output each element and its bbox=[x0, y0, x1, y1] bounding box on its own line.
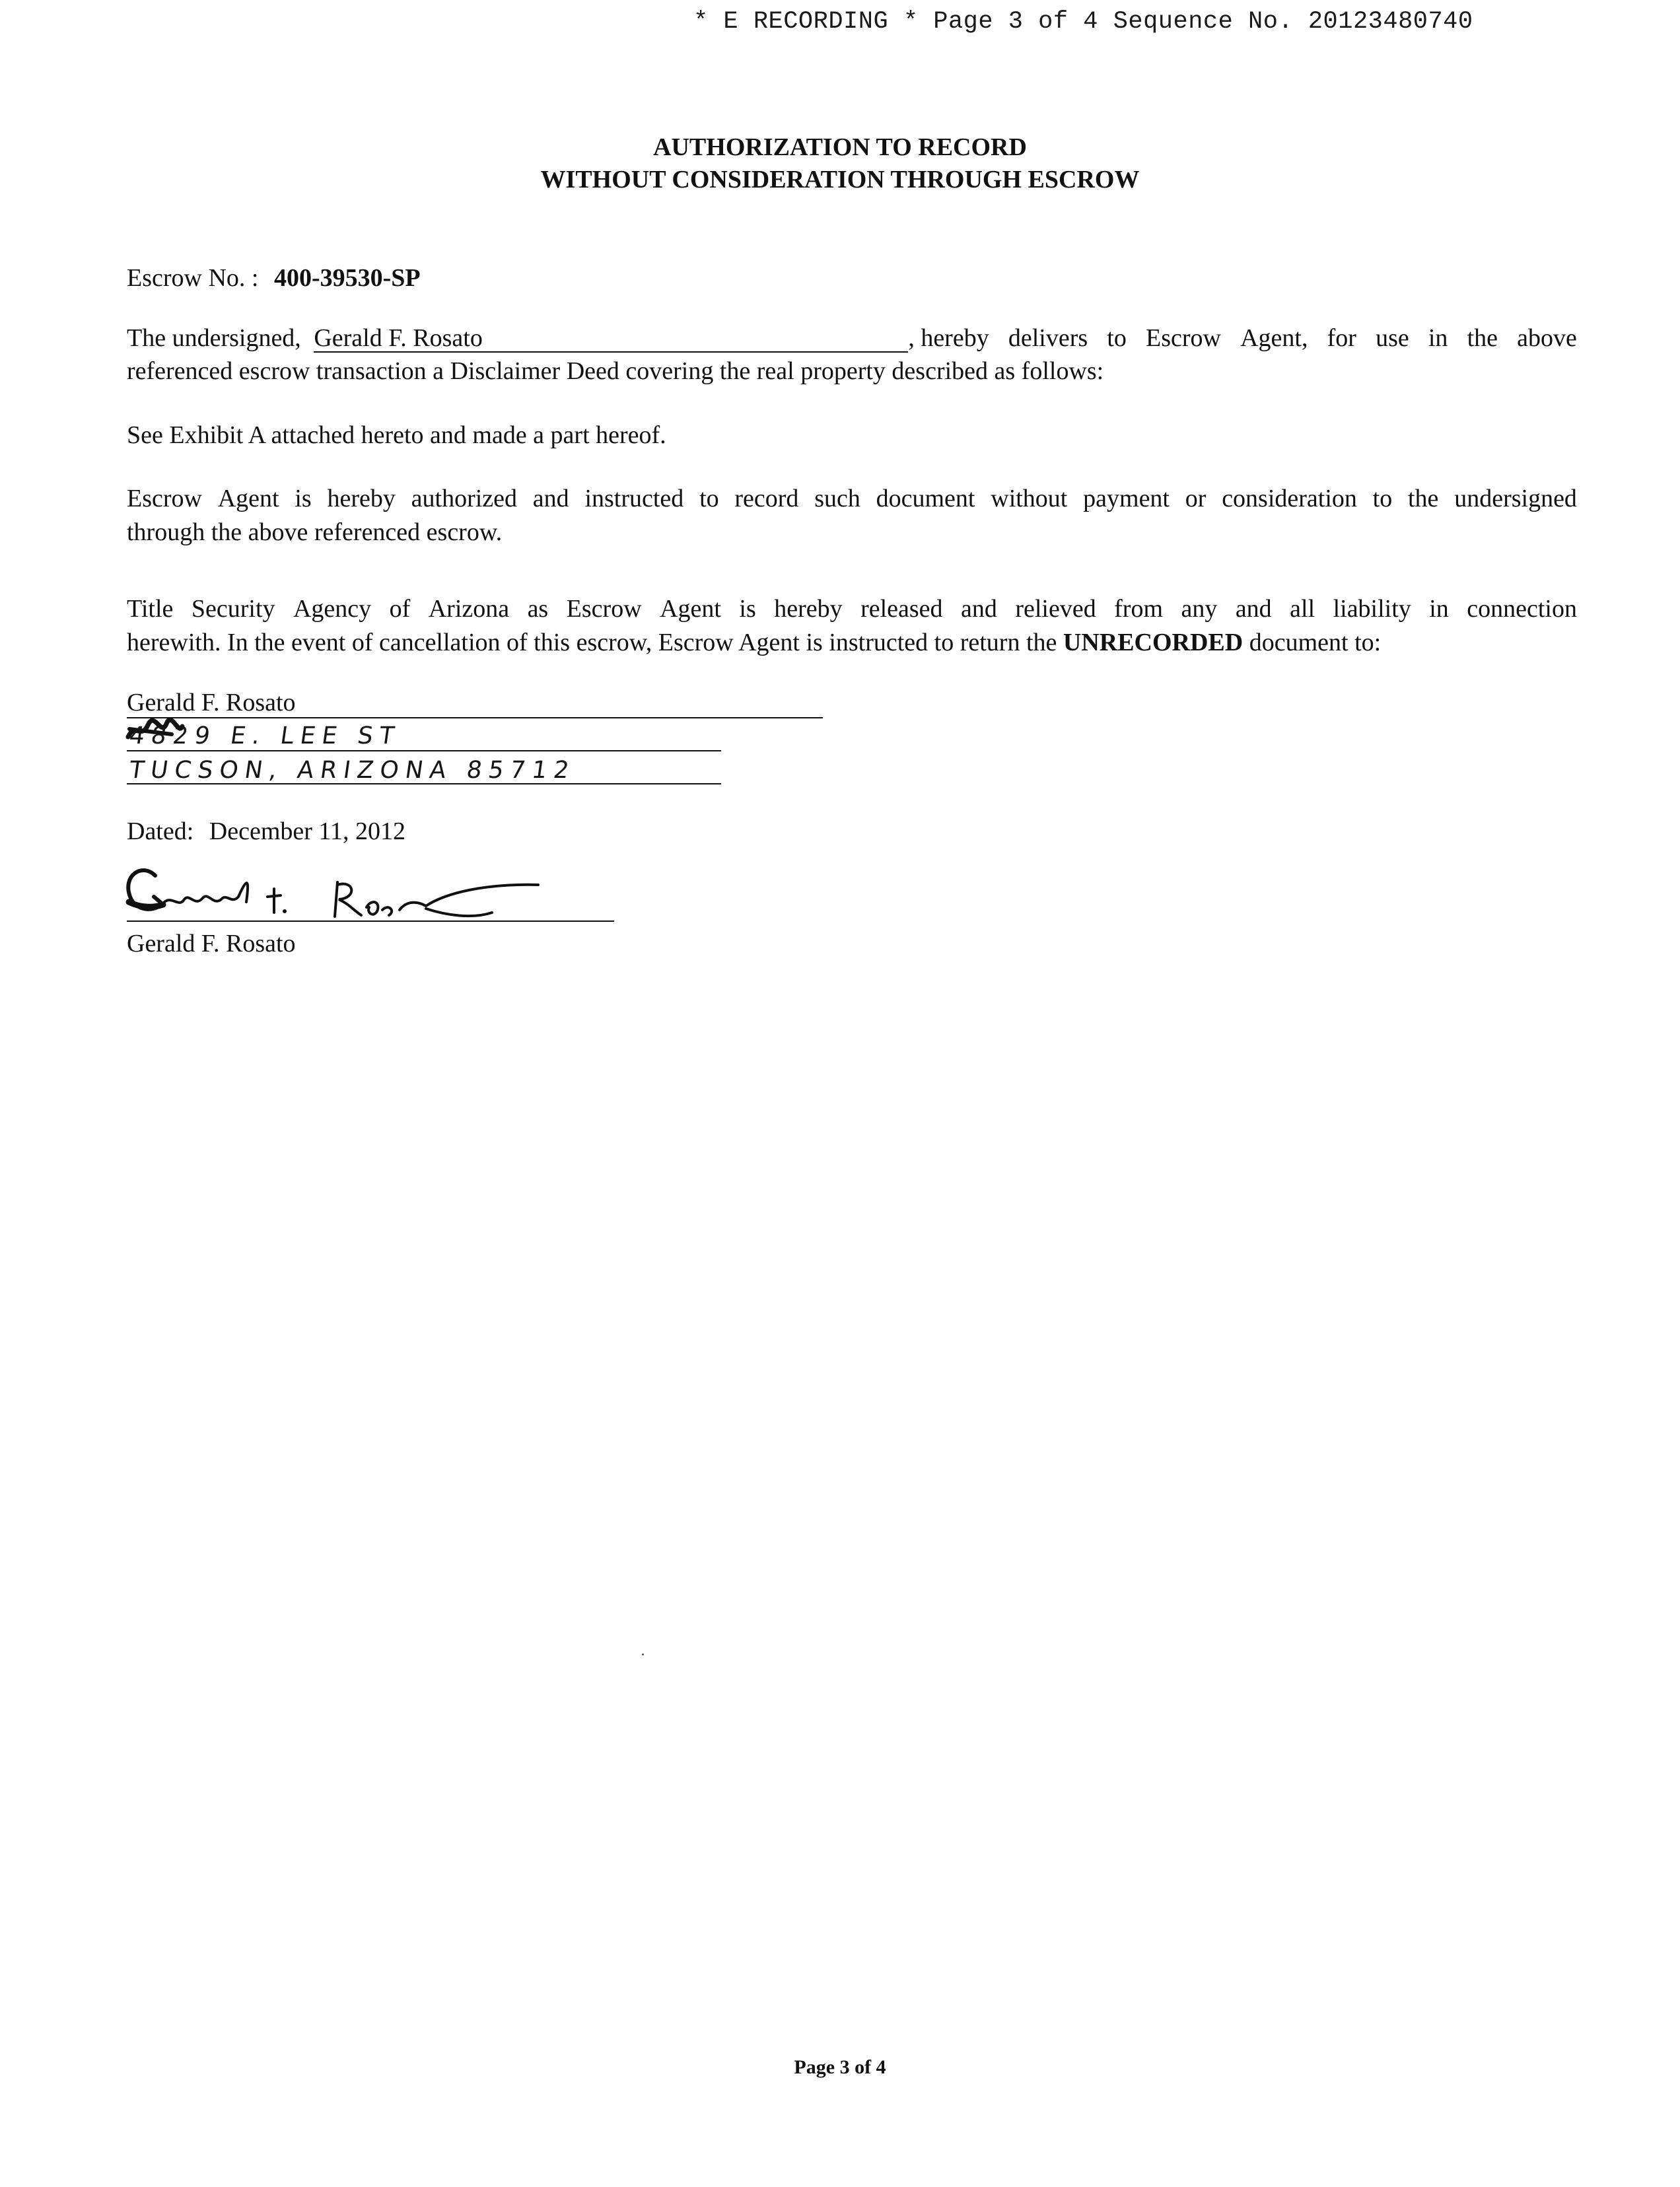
undersigned-word: in bbox=[1428, 324, 1448, 352]
escrow-number-row bbox=[127, 261, 421, 295]
word: Title bbox=[127, 595, 174, 623]
word: undersigned bbox=[1454, 485, 1577, 512]
undersigned-word: Escrow bbox=[1145, 324, 1221, 352]
word: released bbox=[860, 595, 943, 623]
word: to bbox=[1372, 485, 1393, 512]
word: hereby bbox=[774, 595, 843, 623]
word: Security bbox=[191, 595, 275, 623]
word: instructed bbox=[584, 485, 684, 512]
dated-label: Dated: bbox=[127, 817, 194, 845]
word: Agent bbox=[217, 485, 279, 512]
undersigned-prefix: The undersigned, bbox=[127, 324, 301, 352]
release-line-2-suffix: document to: bbox=[1249, 629, 1382, 656]
handwritten-address-line-1: 4829 E. LEE ST bbox=[127, 722, 403, 749]
undersigned-word: use bbox=[1376, 324, 1409, 352]
word: without bbox=[991, 485, 1068, 512]
word: of bbox=[389, 595, 411, 623]
word: from bbox=[1114, 595, 1164, 623]
word: and bbox=[1235, 595, 1272, 623]
undersigned-word: for bbox=[1327, 324, 1356, 352]
handwritten-signature bbox=[116, 856, 565, 928]
release-line-2-text: herewith. In the event of cancellation of this escrow, Escrow Agent is instructed to return the bbox=[127, 629, 1057, 656]
undersigned-lead bbox=[127, 322, 989, 355]
word: the bbox=[1408, 485, 1439, 512]
word: or bbox=[1185, 485, 1207, 512]
stray-dot bbox=[642, 1653, 644, 1655]
word: Escrow bbox=[566, 595, 642, 623]
word: all bbox=[1290, 595, 1315, 623]
release-line-2 bbox=[127, 626, 1381, 659]
undersigned-name: Gerald F. Rosato bbox=[314, 325, 908, 353]
word: record bbox=[734, 485, 799, 512]
signature-line bbox=[127, 920, 614, 922]
escrow-number-label: Escrow No. : bbox=[127, 264, 259, 292]
agent-instruction-line-1 bbox=[127, 482, 1577, 515]
escrow-number-value: 400-39530-SP bbox=[273, 264, 421, 292]
word: is bbox=[739, 595, 756, 623]
undersigned-line-1 bbox=[127, 322, 1577, 355]
word: Arizona bbox=[428, 595, 510, 623]
handwritten-address-line-2: TUCSON, ARIZONA 85712 bbox=[127, 757, 578, 784]
return-to-name: Gerald F. Rosato bbox=[127, 688, 823, 718]
word: connection bbox=[1467, 595, 1577, 623]
recording-header: * E RECORDING * Page 3 of 4 Sequence No. 20123480740 bbox=[693, 8, 1473, 36]
page-number-footer: Page 3 of 4 bbox=[794, 2056, 886, 2078]
exhibit-reference: See Exhibit A attached hereto and made a part hereof. bbox=[127, 421, 666, 449]
undersigned-word: Agent, bbox=[1240, 324, 1308, 352]
word: such bbox=[814, 485, 860, 512]
word: and bbox=[532, 485, 569, 512]
undersigned-word: the bbox=[1467, 324, 1498, 352]
word: is bbox=[295, 485, 312, 512]
word: document bbox=[876, 485, 975, 512]
release-line-1 bbox=[127, 592, 1577, 625]
word: as bbox=[527, 595, 549, 623]
dated-row bbox=[127, 815, 405, 848]
word: hereby bbox=[327, 485, 396, 512]
word: in bbox=[1429, 595, 1449, 623]
word: payment bbox=[1083, 485, 1170, 512]
document-title-line-2: WITHOUT CONSIDERATION THROUGH ESCROW bbox=[540, 166, 1140, 193]
undersigned-word: to bbox=[1107, 324, 1127, 352]
dated-value: December 11, 2012 bbox=[209, 817, 406, 845]
word: relieved bbox=[1015, 595, 1096, 623]
undersigned-word: , hereby bbox=[908, 324, 989, 352]
undersigned-word: above bbox=[1517, 324, 1577, 352]
word: and bbox=[961, 595, 997, 623]
undersigned-line-2: referenced escrow transaction a Disclaimer Deed covering the real property described as follows: bbox=[127, 357, 1104, 385]
word: liability bbox=[1333, 595, 1411, 623]
agent-instruction-line-2: through the above referenced escrow. bbox=[127, 518, 503, 546]
word: consideration bbox=[1222, 485, 1357, 512]
document-title-line-1: AUTHORIZATION TO RECORD bbox=[653, 133, 1027, 161]
undersigned-word: delivers bbox=[1008, 324, 1088, 352]
word: authorized bbox=[411, 485, 518, 512]
signer-name: Gerald F. Rosato bbox=[127, 930, 296, 957]
word: Escrow bbox=[127, 485, 202, 512]
word: Agency bbox=[293, 595, 372, 623]
word: Agent bbox=[660, 595, 721, 623]
word: any bbox=[1181, 595, 1218, 623]
unrecorded-emphasis: UNRECORDED bbox=[1063, 629, 1243, 656]
word: to bbox=[699, 485, 719, 512]
